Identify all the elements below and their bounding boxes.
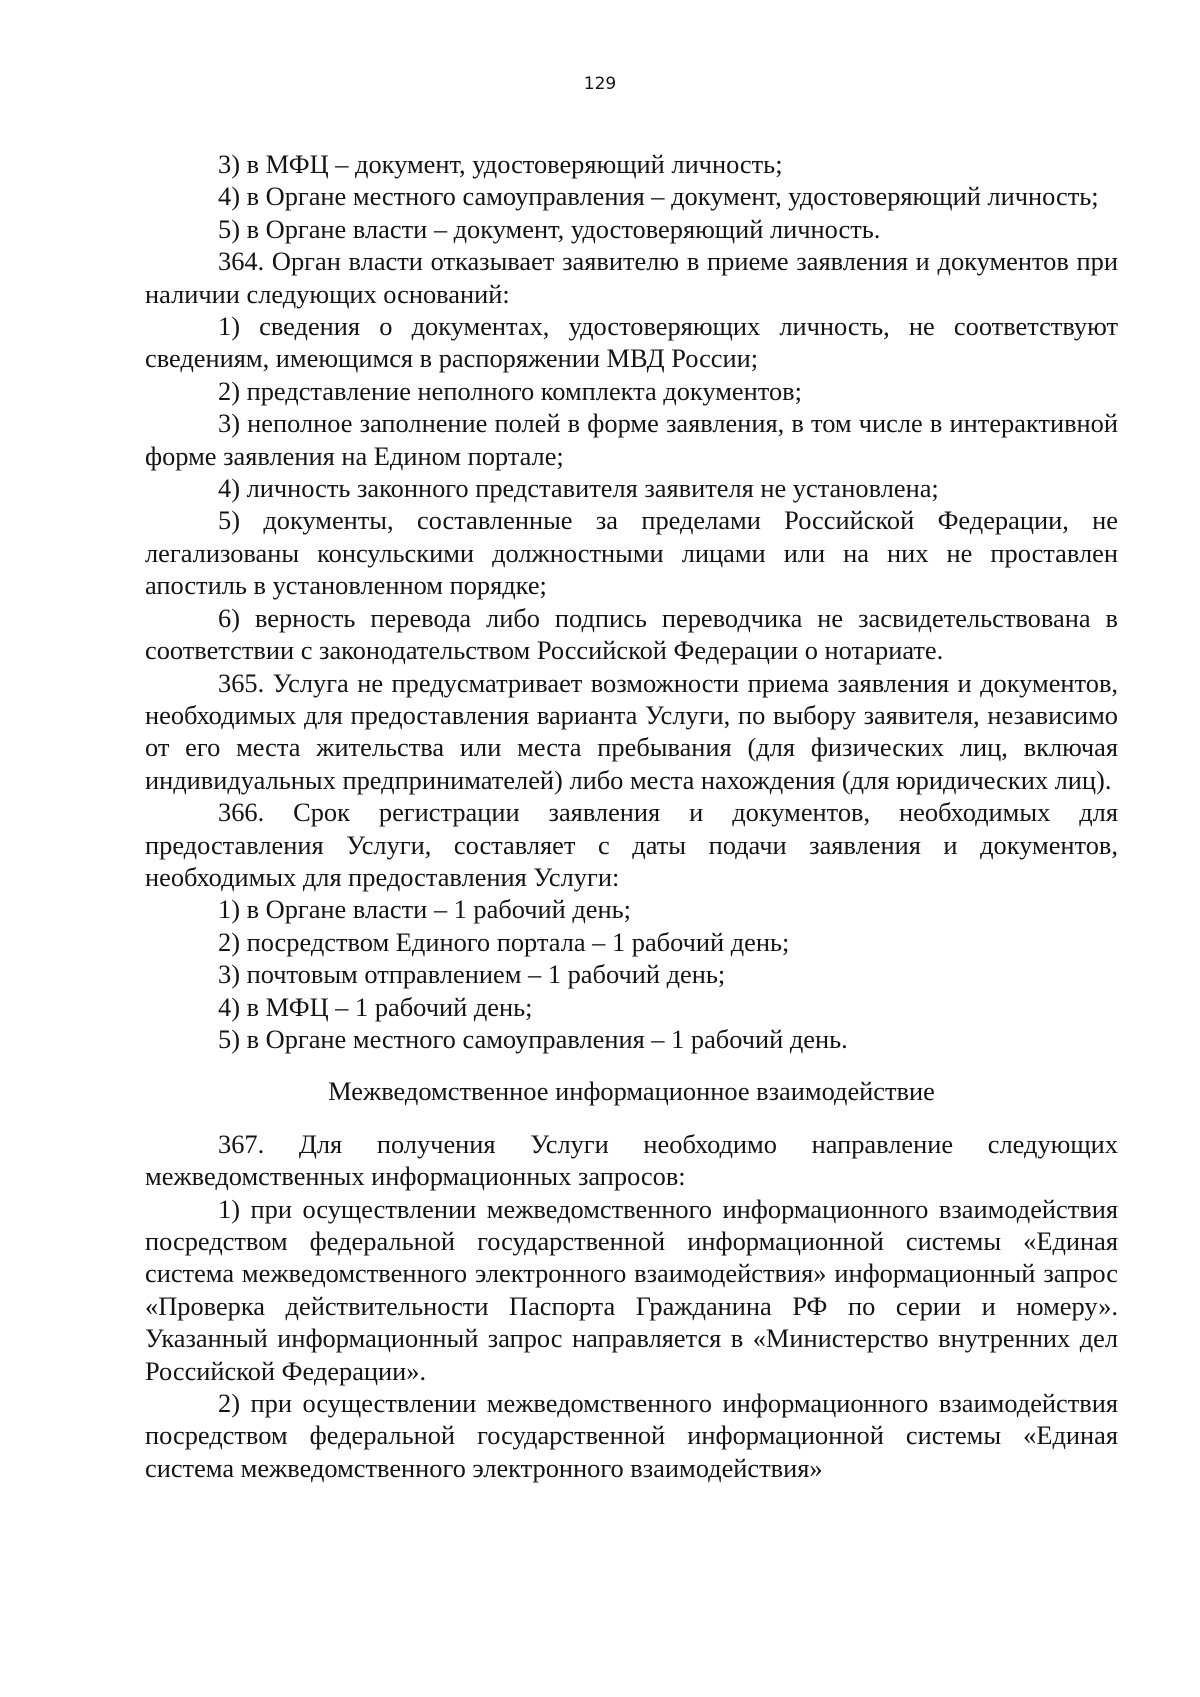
- paragraph: 3) почтовым отправлением – 1 рабочий день;: [218, 959, 726, 990]
- paragraph: 6) верность перевода либо подпись переводчика не засвидетельствована в соответствии с законодательством Российской Федерации о нотариате.: [145, 602, 1118, 666]
- section-heading: Межведомственное информационное взаимодействие: [328, 1076, 935, 1107]
- paragraph: 2) посредством Единого портала – 1 рабочий день;: [218, 926, 790, 957]
- paragraph: 5) документы, составленные за пределами Российской Федерации, не легализованы консульскими должностными лицами или на них не проставлен апостиль в установленном порядке;: [145, 505, 1118, 601]
- paragraph: 2) при осуществлении межведомственного информационного взаимодействия посредством федеральной государственной информационной системы «Единая система межведомственного электронного взаимодействия»: [145, 1388, 1118, 1483]
- document-body: [145, 148, 1118, 1484]
- paragraph: 1) при осуществлении межведомственного информационного взаимодействия посредством федеральной государственной информационной системы «Единая система межведомственного электронного взаимодействия» информационный запрос «Проверка действительности Паспорта Гражданина РФ по серии и номеру». Указанный информационный запрос направляется в «Министерство внутренних дел Российской Федерации».: [145, 1193, 1118, 1386]
- paragraph: 3) в МФЦ – документ, удостоверяющий личность;: [218, 149, 783, 179]
- paragraph: 5) в Органе местного самоуправления – 1 рабочий день.: [218, 1023, 848, 1054]
- paragraph: 5) в Органе власти – документ, удостоверяющий личность.: [218, 213, 881, 244]
- paragraph: 4) в Органе местного самоуправления – документ, удостоверяющий личность;: [218, 181, 1099, 212]
- paragraph: 1) сведения о документах, удостоверяющих личность, не соответствуют сведениям, имеющимся в распоряжении МВД России;: [145, 311, 1118, 374]
- paragraph: 367. Для получения Услуги необходимо направление следующих межведомственных информационных запросов:: [145, 1128, 1118, 1192]
- paragraph: 364. Орган власти отказывает заявителю в приеме заявления и документов при наличии следующих оснований:: [145, 246, 1118, 309]
- paragraph: 366. Срок регистрации заявления и документов, необходимых для предоставления Услуги, составляет с даты подачи заявления и документов, необходимых для предоставления Услуги:: [145, 797, 1118, 892]
- page-number: 129: [583, 74, 617, 94]
- paragraph: 2) представление неполного комплекта документов;: [218, 375, 802, 406]
- paragraph: 3) неполное заполнение полей в форме заявления, в том числе в интерактивной форме заявления на Едином портале;: [145, 408, 1118, 471]
- paragraph: 4) в МФЦ – 1 рабочий день;: [218, 991, 533, 1022]
- paragraph: 365. Услуга не предусматривает возможности приема заявления и документов, необходимых для предоставления варианта Услуги, по выбору заявителя, независимо от его места жительства или места пребывания (для физических лиц, включая индивидуальных предпринимателей) либо места нахождения (для юридических лиц).: [145, 667, 1118, 795]
- paragraph: 4) личность законного представителя заявителя не установлена;: [218, 473, 939, 504]
- paragraph: 1) в Органе власти – 1 рабочий день;: [218, 894, 632, 925]
